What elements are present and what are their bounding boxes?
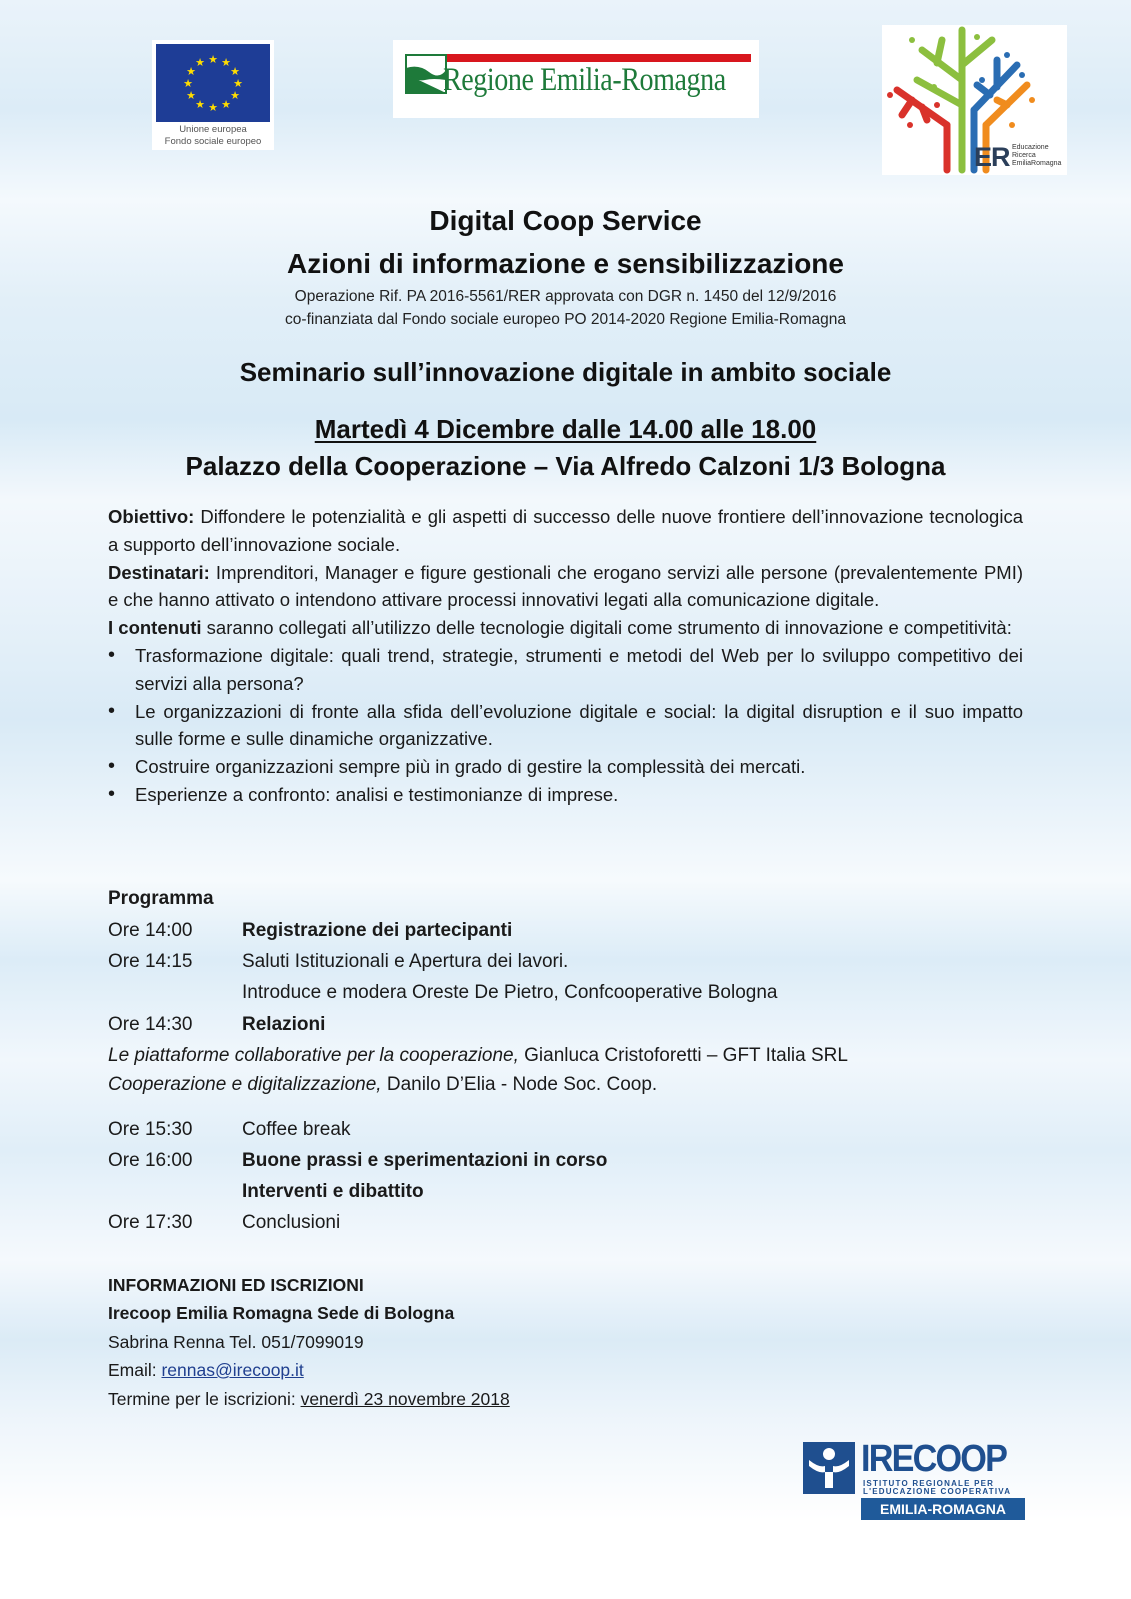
irecoop-logo [803,1438,1025,1520]
program-time: Ore 14:00 [108,920,193,941]
svg-text:★: ★ [233,77,243,90]
program-row [108,1014,325,1036]
objective-label: Obiettivo: [108,506,195,527]
program-time: Ore 16:00 [108,1150,193,1171]
talk-title: Le piattaforme collaborative per la cooperazione, [108,1045,519,1066]
svg-text:★: ★ [230,89,240,102]
contents-paragraph: I contenuti saranno collegati all’utilizzo delle tecnologie digitali come strumento di innovazione e competitività: [108,617,1012,639]
red-bar [447,54,751,62]
regione-emilia-romagna-logo [393,40,759,118]
event-date: Martedì 4 Dicembre dalle 14.00 alle 18.00 [314,414,817,444]
program-row [108,1181,424,1203]
info-deadline-line [108,1389,510,1410]
email-link[interactable]: rennas@irecoop.it [161,1360,304,1380]
description-section [108,503,1023,809]
program-item: Relazioni [242,1014,326,1035]
program-row [108,1212,340,1234]
list-item: • Costruire organizzazioni sempre più in grado di gestire la complessità dei mercati. [108,753,1023,781]
list-item: • Trasformazione digitale: quali trend, strategie, strumenti e metodi del Web per lo sviluppo competitivo dei servizi alla persona? [108,642,1023,698]
svg-text:★: ★ [186,65,196,78]
program-time: Ore 15:30 [108,1119,193,1140]
talk-item [108,1074,657,1096]
program-item: Saluti Istituzionali e Apertura dei lavori. [242,951,569,972]
er-educazione-ricerca-logo [882,25,1067,175]
irecoop-region-band: EMILIA-ROMAGNA [861,1498,1025,1520]
event-location: Palazzo della Cooperazione – Via Alfredo Calzoni 1/3 Bologna [185,451,946,481]
er-subtitle: Educazione Ricerca EmiliaRomagna [1012,144,1062,167]
program-item: Buone prassi e sperimentazioni in corso [242,1150,608,1171]
email-label: Email: [108,1360,162,1380]
program-time: Ore 14:30 [108,1014,193,1035]
talk-speaker: Gianluca Cristoforetti – GFT Italia SRL [518,1045,848,1066]
seminar-title: Seminario sull’innovazione digitale in ambito sociale [239,357,892,387]
irecoop-name: IRECOOP [861,1438,1007,1480]
regione-text: Regione Emilia-Romagna [443,62,726,98]
deadline-date: venerdì 23 novembre 2018 [300,1389,510,1409]
svg-text:★: ★ [208,53,218,66]
program-item: Interventi e dibattito [242,1181,424,1202]
program-item: Registrazione dei partecipanti [242,920,513,941]
list-item: • Esperienze a confronto: analisi e testimonianze di imprese. [108,781,1023,809]
program-item: Conclusioni [242,1212,341,1233]
talk-title: Cooperazione e digitalizzazione, [108,1074,382,1095]
page-subtitle: Azioni di informazione e sensibilizzazione [287,248,844,279]
region-map-icon [405,54,447,94]
program-time: Ore 17:30 [108,1212,193,1233]
deadline-label: Termine per le iscrizioni: [108,1389,301,1409]
program-row [108,1150,607,1172]
contents-list [108,642,1023,809]
list-item: • Le organizzazioni di fronte alla sfida dell’evoluzione digitale e social: la digital disruption e il suo impatto sulle forme e sulle dinamiche organizzative. [108,698,1023,754]
talk-speaker: Danilo D’Elia - Node Soc. Coop. [381,1074,658,1095]
program-time: Ore 14:15 [108,951,193,972]
program-row [108,982,777,1004]
target-paragraph: Destinatari: Imprenditori, Manager e figure gestionali che erogano servizi alle persone (prevalentemente PMI) e che hanno attivato o intendono attivare processi innovativi legati alla comunicazione digitale. [108,561,1023,611]
contents-label: I contenuti [108,617,202,639]
eu-flag-icon [156,44,270,122]
svg-text:★: ★ [221,98,231,111]
program-item: Introduce e modera Oreste De Pietro, Confcooperative Bologna [242,982,778,1003]
svg-text:★: ★ [195,56,205,69]
operation-reference: Operazione Rif. PA 2016-5561/RER approvata con DGR n. 1450 del 12/9/2016 [294,288,837,305]
target-label: Destinatari: [108,561,210,583]
svg-text:★: ★ [186,89,196,102]
program-row [108,1119,350,1141]
funding-note: co-finanziata dal Fondo sociale europeo PO 2014-2020 Regione Emilia-Romagna [285,311,846,328]
program-title: Programma [108,888,214,909]
irecoop-subtitle: ISTITUTO REGIONALE PER L'EDUCAZIONE COOPERATIVA [863,1479,1012,1496]
info-email-line [108,1360,304,1381]
svg-text:★: ★ [208,101,218,114]
info-organization: Irecoop Emilia Romagna Sede di Bologna [108,1303,455,1323]
er-letters: ER [974,142,1010,172]
svg-text:★: ★ [183,77,193,90]
talk-item [108,1045,848,1067]
program-item: Coffee break [242,1119,351,1140]
svg-text:★: ★ [221,56,231,69]
info-contact: Sabrina Renna Tel. 051/7099019 [108,1332,364,1352]
eu-caption: Unione europea Fondo sociale europeo [164,124,262,147]
info-heading: INFORMAZIONI ED ISCRIZIONI [108,1275,364,1295]
person-icon [803,1442,855,1494]
program-row [108,920,512,942]
svg-text:★: ★ [230,65,240,78]
svg-text:★: ★ [195,98,205,111]
page-title: Digital Coop Service [429,205,702,236]
objective-paragraph: Obiettivo: Diffondere le potenzialità e gli aspetti di successo delle nuove frontiere dell’innovazione tecnologica a supporto dell’innovazione sociale. [108,506,1023,555]
program-row [108,951,568,973]
eu-logo [152,40,274,150]
